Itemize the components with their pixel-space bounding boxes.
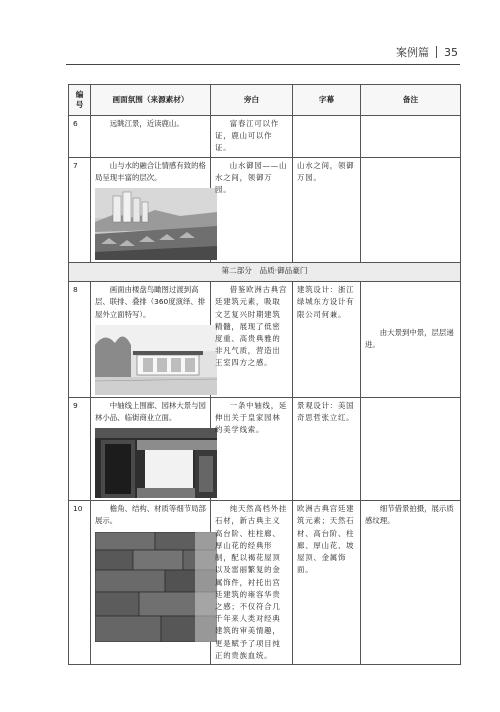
row-caption: 欧洲古典宫廷建筑元素；天然石材、高台阶、柱廊、厚山花、坡屋顶、金属饰面。	[293, 501, 361, 665]
column-header-caption: 字幕	[293, 85, 361, 116]
scene-photo-corridor	[95, 428, 217, 498]
header-rule	[66, 64, 460, 65]
row-id: 8	[69, 282, 91, 398]
row-id: 10	[69, 501, 91, 665]
row-id: 7	[69, 157, 91, 262]
row-caption: 景观设计：美国奇思哲张立红。	[293, 397, 361, 500]
page-number: 35	[444, 45, 458, 59]
row-caption	[293, 116, 361, 158]
row-id: 9	[69, 397, 91, 500]
row-note: 细节借景拍摄，展示质感纹理。	[361, 501, 461, 665]
row-note: 由大景到中景，层层递进。	[361, 282, 461, 398]
column-header-scene: 画面氛围（来源素材）	[91, 85, 211, 116]
row-scene: 中轴线上围廊、园林大景与园林小品、临街商业立面。	[95, 400, 206, 422]
section-title: 第二部分 品质·御品豪门	[69, 263, 461, 282]
table-header-row	[69, 85, 461, 116]
row-note	[361, 397, 461, 500]
row-scene: 画面由楼盘鸟瞰图过渡到高层、联排、叠排（360度演绎、排屋外立面特写）。	[95, 285, 206, 319]
column-header-id: 编号	[69, 85, 91, 116]
header-divider	[436, 46, 437, 58]
row-note	[361, 157, 461, 262]
table-row	[69, 157, 461, 262]
row-note	[361, 116, 461, 158]
table-row	[69, 116, 461, 158]
row-id: 6	[69, 116, 91, 158]
row-scene: 远眺江景，近读鹿山。	[91, 116, 211, 158]
row-caption: 建筑设计：浙江绿城东方设计有限公司何兼。	[293, 282, 361, 398]
scene-photo-villa-facade	[95, 325, 217, 395]
row-scene: 檐角、结构、材质等细节局部展示。	[95, 504, 206, 526]
row-narration: 山水御园——山水之间，领御万园。	[211, 157, 293, 262]
column-header-narration: 旁白	[211, 85, 293, 116]
row-caption: 山水之间，领御万园。	[293, 157, 361, 262]
row-scene-cell	[91, 282, 211, 398]
storyboard-table	[68, 84, 461, 665]
row-narration: 借鉴欧洲古典宫廷建筑元素，吸取文艺复兴时期建筑精髓，展现了低密度重、高贵典雅的非凡气质，营造出王室四方之感。	[211, 282, 293, 398]
row-scene: 山与水的融合让情感有致的格局呈现丰富的层次。	[95, 160, 206, 182]
table-row	[69, 397, 461, 500]
row-narration: 一条中轴线，延伸出关于皇家园林的美学线索。	[211, 397, 293, 500]
table-row	[69, 501, 461, 665]
column-header-note: 备注	[361, 85, 461, 116]
row-scene-cell	[91, 157, 211, 262]
section-row	[69, 263, 461, 282]
scene-photo-mountain-river-estate	[95, 188, 217, 260]
section-name: 案例篇	[396, 46, 429, 59]
row-narration: 纯天然高档外挂石材，新古典主义高台阶、柱柱廊、厚山花的经典形制，配以褐花屋顶以及雷丽繁复的金属饰件，衬托出宫廷建筑的雍容华贵之感；不仅符合几千年来人类对经典建筑的审美情趣，更是赋予了项目纯正的贵族血统。	[211, 501, 293, 665]
row-scene-cell	[91, 501, 211, 665]
row-scene-cell	[91, 397, 211, 500]
table-row	[69, 282, 461, 398]
scene-photo-stone-wall	[95, 532, 217, 642]
row-narration: 富春江可以作证，鹿山可以作证。	[211, 116, 293, 158]
running-header	[396, 44, 458, 60]
